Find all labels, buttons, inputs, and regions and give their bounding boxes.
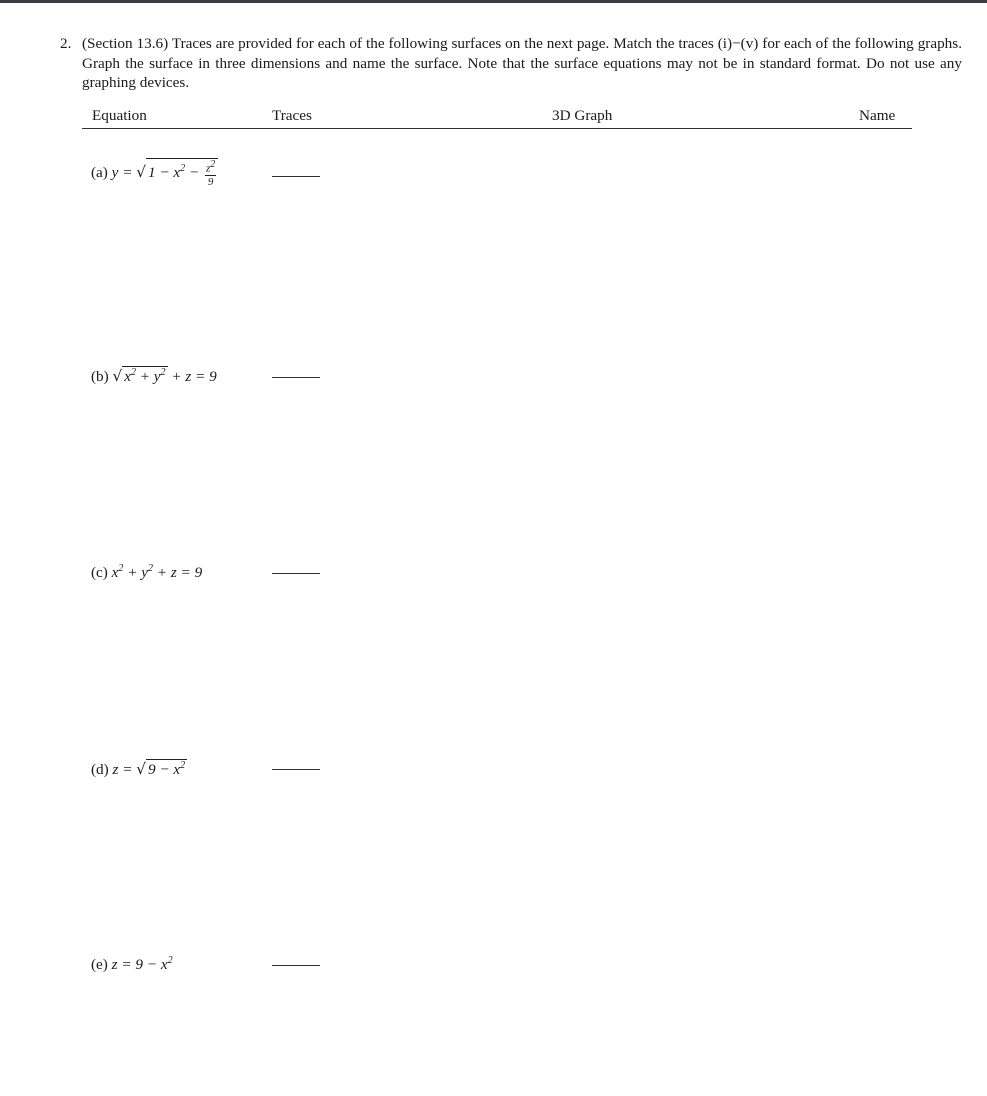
- header-traces: Traces: [272, 107, 312, 124]
- equation-b: √ $x^2 + y^2 + z = 9$: [112, 367, 217, 386]
- equation-c: $x^2 + y^2 + z = 9$: [111, 563, 203, 582]
- problem-number: 2.: [60, 35, 72, 52]
- header-name: Name: [859, 107, 896, 124]
- row-label: (d): [91, 761, 109, 779]
- traces-answer-blank-b[interactable]: [272, 377, 320, 378]
- top-border: [0, 0, 987, 3]
- equation-e: $z = 9 - x^2$: [111, 955, 173, 974]
- row-label: (e): [91, 956, 108, 974]
- traces-answer-blank-a[interactable]: [272, 176, 320, 177]
- equation-row-e: [91, 955, 173, 974]
- problem-text: (Section 13.6) Traces are provided for each of the following surfaces on the next page. Match the traces (i)−(v) for each of the following graphs. Graph the surface in three dimensions and name the surface. Note that the surface equations may not be in standard format. Do not use any graphing devices.: [82, 35, 962, 91]
- equation-d: z = √ $9 - x^2$: [112, 760, 186, 779]
- row-label: (b): [91, 368, 109, 386]
- traces-answer-blank-d[interactable]: [272, 769, 320, 770]
- problem-statement: [60, 34, 962, 93]
- table-header: [82, 106, 912, 129]
- equation-a: y = √ $1 - x^2$ − $\frac{z^2}{9}$: [112, 164, 219, 181]
- equation-row-b: [91, 366, 217, 386]
- header-equation: Equation: [92, 107, 147, 124]
- row-label: (a): [91, 163, 108, 181]
- equation-row-d: [91, 759, 187, 779]
- traces-answer-blank-c[interactable]: [272, 573, 320, 574]
- traces-answer-blank-e[interactable]: [272, 965, 320, 966]
- equation-row-c: [91, 563, 202, 582]
- header-3d-graph: 3D Graph: [552, 107, 613, 124]
- row-label: (c): [91, 564, 108, 582]
- equation-row-a: [91, 158, 218, 188]
